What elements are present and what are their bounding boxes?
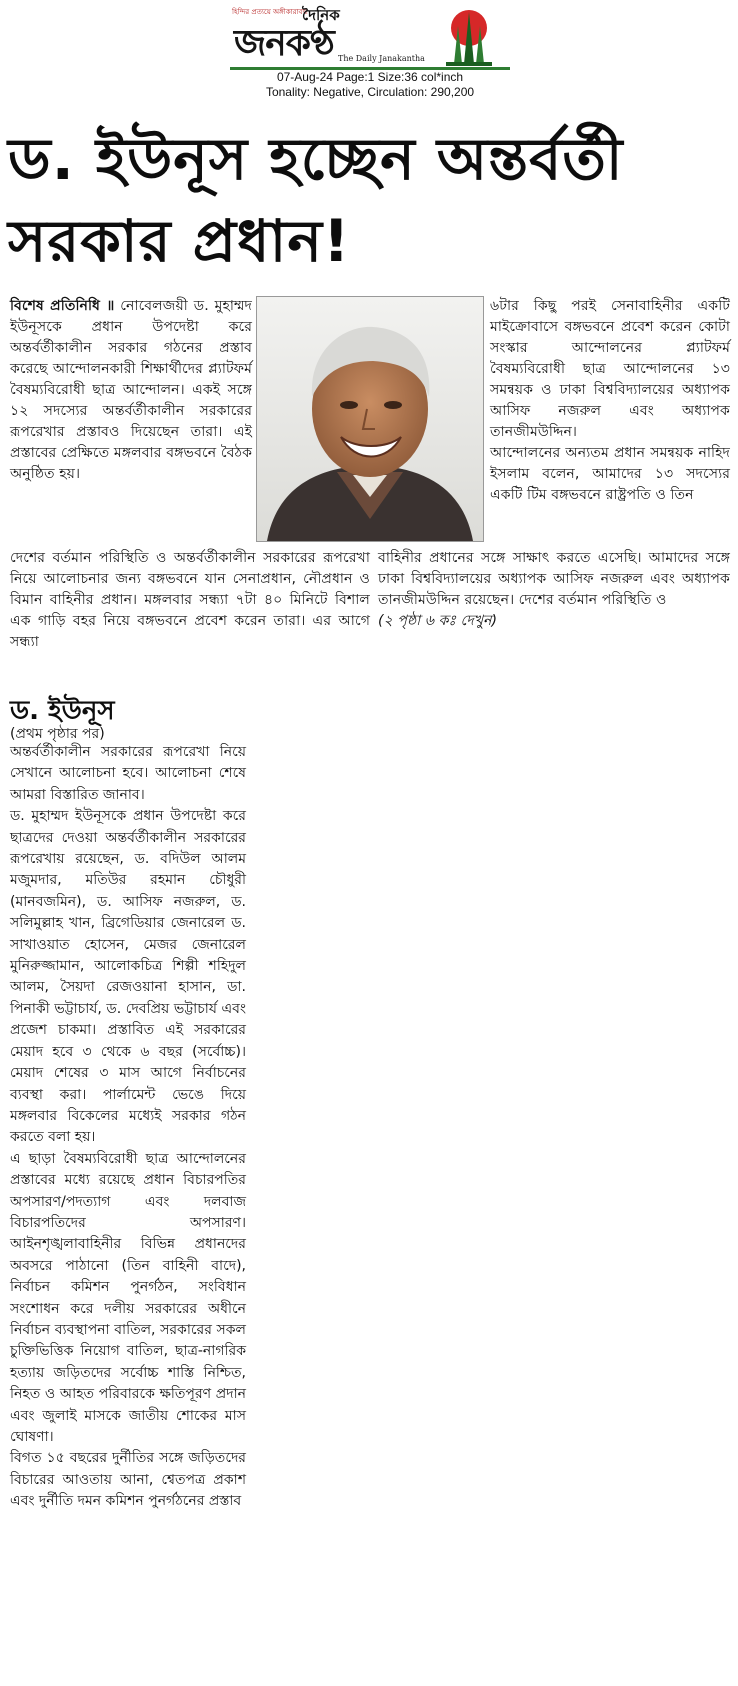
article-col3-para-1: ৬টার কিছু পরই সেনাবাহিনীর একটি মাইক্রোবাসে বঙ্গভবনে প্রবেশ করেন কোটা সংস্কার আন্দোলনের প্ল্যাটফর্ম বৈষম্যবিরোধী ছাত্র আন্দোলনের ১৩ সমন্বয়ক ও ঢাকা বিশ্ববিদ্যালয়ের অধ্যাপক আসিফ নজরুল এবং অধ্যাপক তানজীমউদ্দিন। [490,298,730,440]
masthead-english-name: The Daily Janakantha [338,54,425,63]
article-column-3 [490,296,730,506]
clipping-meta [230,70,510,100]
article-column-1 [10,296,252,485]
article-col3-para-2: আন্দোলনের অন্যতম প্রধান সমন্বয়ক নাহিদ ইসলাম বলেন, আমাদের ১৩ সদস্যের একটি টিম বঙ্গভবনে রাষ্ট্রপতি ও তিন [490,445,730,503]
clipping-meta-line-1: 07-Aug-24 Page:1 Size:36 col*inch [276,70,464,84]
article-wide-left [10,548,370,653]
continuation-para-3: এ ছাড়া বৈষম্যবিরোধী ছাত্র আন্দোলনের প্রস্তাবের মধ্যে রয়েছে প্রধান বিচারপতির অপসারণ/পদত্যাগ এবং দলবাজ বিচারপতিদের অপসারণ। আইনশৃঙ্খলাবাহিনীর বিভিন্ন প্রধানদের অবসরে পাঠানো (তিন বাহিনী বাদে), নির্বাচন কমিশন পুনর্গঠন, সংবিধান সংশোধন করে দলীয় সরকারের অধীনে নির্বাচন ব্যবস্থাপনা বাতিল, সরকারের সকল চুক্তিভিত্তিক নিয়োগ বাতিল, ছাত্র-নাগরিক হত্যায় জড়িতদের সর্বোচ্চ শাস্তি নিশ্চিত, নিহত ও আহত পরিবারকে ক্ষতিপূরণ প্রদান এবং জুলাই মাসকে জাতীয় শোকের মাস ঘোষণা। [10,1150,246,1445]
article-wide-right-text: বাহিনীর প্রধানের সঙ্গে সাক্ষাৎ করতে এসেছি। আমাদের সঙ্গে ঢাকা বিশ্ববিদ্যালয়ের অধ্যাপক আসিফ নজরুল এবং অধ্যাপক তানজীমউদ্দিন রয়েছেন। দেশের বর্তমান পরিস্থিতি ও [378,550,730,608]
continuation-subheading: (প্রথম পৃষ্ঠার পর) [10,726,105,742]
masthead-dainik: দৈনিক [302,6,340,24]
portrait-photo [256,296,484,542]
continuation-para-4: বিগত ১৫ বছরের দুর্নীতির সঙ্গে জড়িতদের বিচারের আওতায় আনা, শ্বেতপত্র প্রকাশ এবং দুর্নীতি দমন কমিশন পুনর্গঠনের প্রস্তাব [10,1450,246,1510]
clipping-meta-line-2: Tonality: Negative, Circulation: 290,200 [265,85,475,99]
headline [8,118,728,282]
article-wide-left-text: দেশের বর্তমান পরিস্থিতি ও অন্তর্বর্তীকালীন সরকারের রূপরেখা নিয়ে আলোচনার জন্য বঙ্গভবনে যান সেনাপ্রধান, নৌপ্রধান ও বিমান বাহিনীর প্রধান। মঙ্গলবার সন্ধ্যা ৭টা ৪০ মিনিটে বিশাল এক গাড়ি বহর নিয়ে বঙ্গভবনে প্রবেশ করেন তারা। এর আগে সন্ধ্যা [10,550,370,650]
byline: বিশেষ প্রতিনিধি ॥ [10,298,115,314]
portrait-image [257,297,483,541]
headline-line-2: সরকার প্রধান! [8,207,351,275]
continuation-column [10,742,246,1513]
headline-line-1: ড. ইউনূস হচ্ছেন অন্তর্বর্তী [8,125,624,193]
jump-reference: (২ পৃষ্ঠা ৬ কঃ দেখুন) [378,613,498,629]
masthead [230,4,510,68]
masthead-tagline: হিন্দির প্রত্যয়ে অঙ্গীকারাবদ্ধ [232,8,308,16]
shaheed-minar-logo-icon [440,6,498,68]
continuation-para-1: অন্তর্বর্তীকালীন সরকারের রূপরেখা নিয়ে সেখানে আলোচনা হবে। আলোচনা শেষে আমরা বিস্তারিত জানাব। [10,744,246,803]
article-col1-text: নোবেলজয়ী ড. মুহাম্মদ ইউনূসকে প্রধান উপদেষ্টা করে অন্তর্বর্তীকালীন সরকার গঠনের প্রস্তাব করেছে আন্দোলনকারী শিক্ষার্থীদের প্ল্যাটফর্ম বৈষম্যবিরোধী ছাত্র আন্দোলন। একই সঙ্গে ১২ সদস্যের অন্তর্বর্তীকালীন সরকারের রূপরেখার প্রস্তাবও দিয়েছেন তারা। এই প্রস্তাবের প্রেক্ষিতে মঙ্গলবার বঙ্গভবনে বৈঠক অনুষ্ঠিত হয়। [10,298,253,482]
continuation-para-2: ড. মুহাম্মদ ইউনূসকে প্রধান উপদেষ্টা করে ছাত্রদের দেওয়া অন্তর্বর্তীকালীন সরকারের রূপরেখায় রয়েছেন, ড. বদিউল আলম মজুমদার, মতিউর রহমান চৌধুরী (মানবজমিন), ড. আসিফ নজরুল, ড. সলিমুল্লাহ খান, ব্রিগেডিয়ার জেনারেল ড. সাখাওয়াত হোসেন, মেজর জেনারেল মুনিরুজ্জামান, আলোকচিত্র শিল্পী শহিদুল আলম, সৈয়দা রেজওয়ানা হাসান, ডা. পিনাকী ভট্টাচার্য, ড. দেবপ্রিয় ভট্টাচার্য এবং প্রজেশ চাকমা। প্রস্তাবিত এই সরকারের মেয়াদ হবে ৩ থেকে ৬ বছর (সর্বোচ্চ)। মেয়াদ শেষের ৩ মাস আগে নির্বাচনের ব্যবস্থা করা। পার্লামেন্ট ভেঙে দিয়ে মঙ্গলবার বিকেলের মধ্যেই সরকার গঠন করতে বলা হয়। [10,808,246,1146]
article-wide-right [378,548,730,632]
masthead-logo-text: জনকণ্ঠ [234,23,334,64]
continuation-heading: ড. ইউনূস [10,696,115,726]
